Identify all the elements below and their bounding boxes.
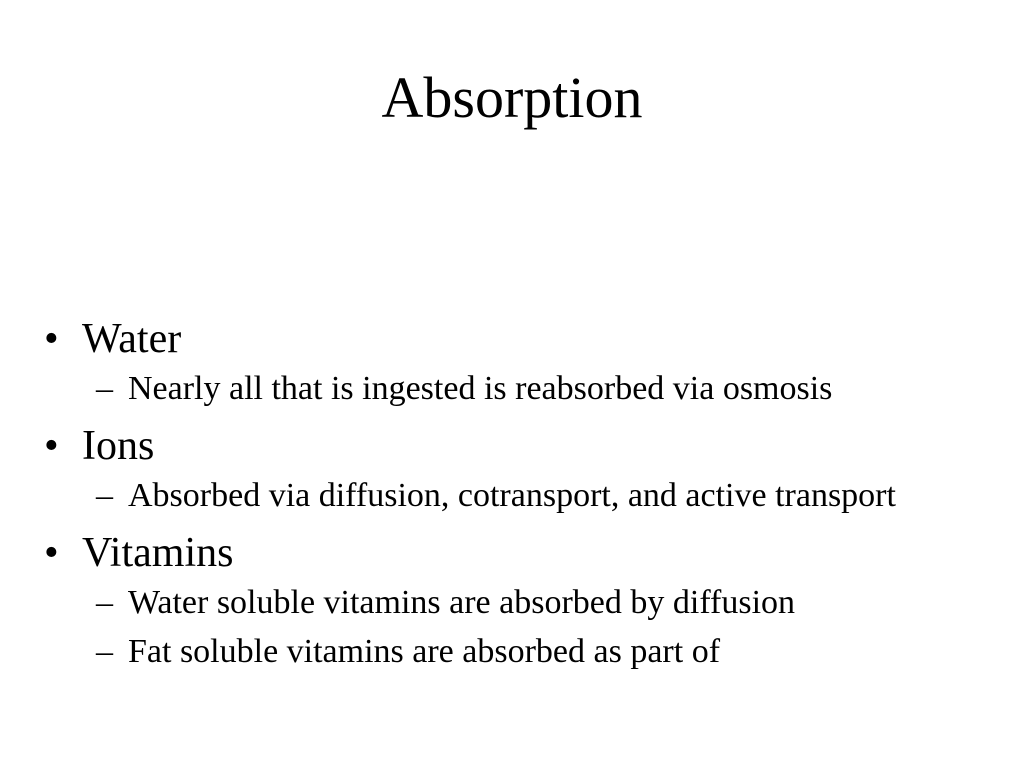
dash-marker: – [96, 633, 113, 670]
dash-marker: – [96, 477, 113, 514]
bullet-item-water [44, 312, 984, 366]
dash-marker: – [96, 370, 113, 407]
sub-item-text: Nearly all that is ingested is reabsorbed via osmosis [128, 370, 833, 407]
bullet-marker: • [44, 530, 59, 576]
sub-item [44, 370, 984, 407]
sub-item-text: Water soluble vitamins are absorbed by diffusion [128, 584, 796, 621]
bullet-item-ions [44, 419, 984, 473]
sub-item [44, 633, 984, 670]
bullet-marker: • [44, 316, 59, 362]
sub-item [44, 584, 984, 621]
sub-item-text: Fat soluble vitamins are absorbed as part of [128, 633, 721, 670]
bullet-label: Vitamins [82, 530, 234, 576]
sub-item-text: Absorbed via diffusion, cotransport, and active transport [128, 477, 896, 514]
bullet-marker: • [44, 423, 59, 469]
dash-marker: – [96, 584, 113, 621]
bullet-label: Water [82, 316, 182, 362]
bullet-list [44, 312, 984, 682]
slide-title: Absorption [381, 65, 643, 130]
sub-item [44, 477, 984, 514]
bullet-item-vitamins [44, 526, 984, 580]
bullet-label: Ions [82, 423, 155, 469]
